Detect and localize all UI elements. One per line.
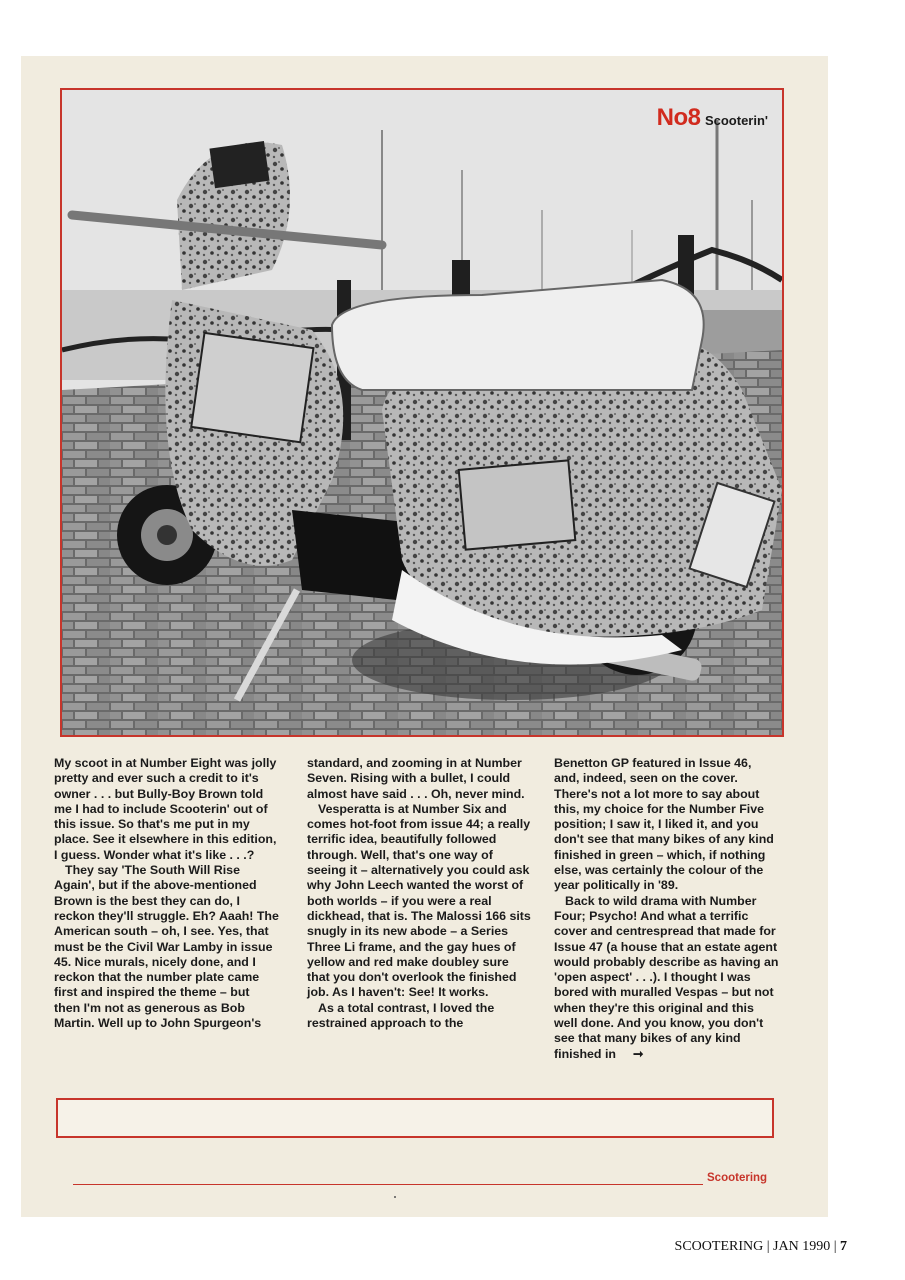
paragraph: As a total contrast, I loved the restrained approach to the <box>307 1000 495 1031</box>
page-number: 7 <box>840 1239 847 1254</box>
page-speck <box>394 1196 396 1198</box>
article-column-1 <box>54 756 279 1031</box>
footer-rule <box>73 1184 703 1185</box>
paragraph: My scoot in at Number Eight was jolly pretty and ever such a credit to it's owner . . . but Bully-Boy Brown told me I had to include Scooterin' out of this issue. So that's me put in my place. See it elsewhere in this edition, I guess. Wonder what it's like . . .? <box>54 756 277 862</box>
paragraph <box>554 894 779 1062</box>
caption-box <box>56 1098 774 1138</box>
scooter-photo <box>60 88 784 737</box>
scooter-photo-image <box>62 90 782 735</box>
paragraph-text: Back to wild drama with Number Four; Psycho! And what a terrific cover and centrespread that made for Issue 47 (a house that an estate agent would probably describe as having an 'open aspect' . . .). I thought I was bored with muralled Vespas – but not when they're this original and this well done. And you know, you don't see that many bikes of any kind finished in <box>554 893 779 1061</box>
paragraph: standard, and zooming in at Number Seven. Rising with a bullet, I could almost have said . . . Oh, never mind. <box>307 756 525 801</box>
paragraph: They say 'The South Will Rise Again', but if the above-mentioned Brown is the best they can do, I reckon they'll struggle. Eh? Aaah! The American south – oh, I see. Yes, that must be the Civil War Lamby in issue 45. Nice murals, nicely done, and I reckon that the number plate came first and inspired the theme – but then I'm not as generous as Bob Martin. Well up to John Spurgeon's <box>54 863 279 1031</box>
magazine-page <box>21 56 828 1217</box>
running-footer-text: SCOOTERING | JAN 1990 | <box>674 1239 840 1254</box>
article-column-2 <box>307 756 532 1031</box>
chart-number: No8 <box>656 104 701 131</box>
article-column-3 <box>554 756 779 1062</box>
running-footer <box>675 1239 847 1255</box>
paragraph: Benetton GP featured in Issue 46, and, indeed, seen on the cover. There's not a lot more to say about this, my choice for the Number Five position; I saw it, I liked it, and you don't see that many bikes of any kind finished in green – which, if nothing else, was certainly the colour of the year politically in '89. <box>554 756 774 893</box>
paragraph: Vesperatta is at Number Six and comes hot-foot from issue 44; a really terrific idea, beautifully followed through. Well, that's one way of seeing it – alternatively you could ask why John Leech wanted the worst of both worlds – if you were a real dickhead, that is. The Malossi 166 sits snugly in its new abode – a Series Three Li frame, and the gay hues of yellow and red make doubley sure that you don't overlook the finished job. As I haven't: See! It works. <box>307 801 531 1000</box>
footer-brand: Scootering <box>707 1172 768 1184</box>
section-name: Scooterin' <box>704 113 768 128</box>
section-logo <box>657 104 768 132</box>
continue-arrow-icon: ➞ <box>632 1046 644 1061</box>
